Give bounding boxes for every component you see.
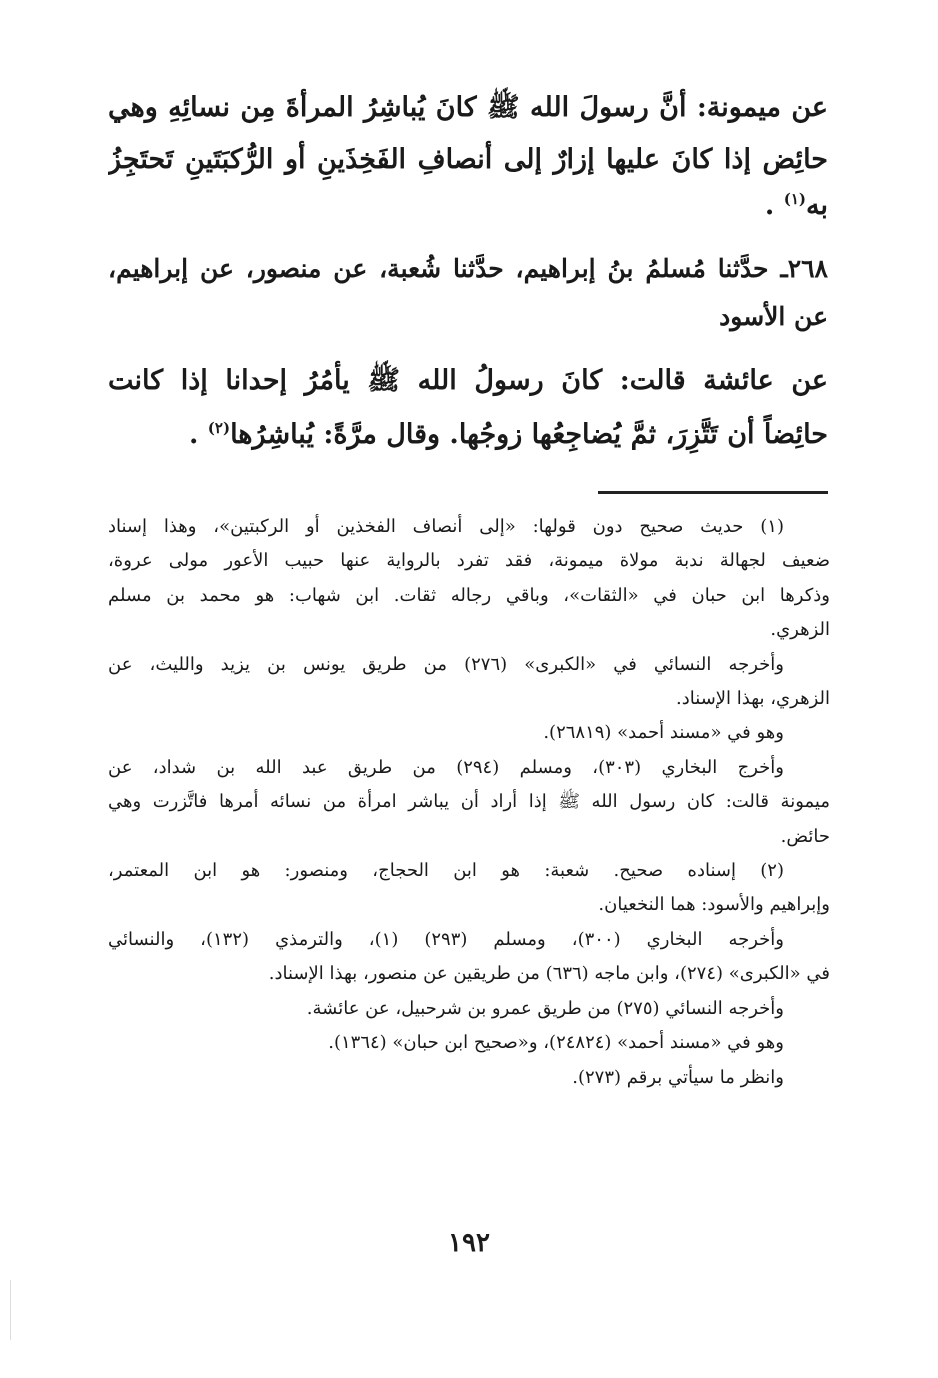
- full-stop: .: [764, 190, 775, 221]
- footnote-line: وهو في «مسند أحمد» (٢٤٨٢٤)، و«صحيح ابن حبان» (١٣٦٤).: [328, 1032, 784, 1054]
- footnote-line: وأخرجه البخاري (٣٠٠)، ومسلم (٢٩٣) (١)، والترمذي (١٣٢)، والنسائي: [108, 928, 784, 950]
- hadith-268-matn: [108, 354, 828, 462]
- main-text-line: ٢٦٨ـ حدَّثنا مُسلمُ بنُ إبراهيم، حدَّثنا شُعبة، عن منصور، عن إبراهيم،: [108, 254, 828, 283]
- footnote-line: الزهري.: [770, 619, 830, 641]
- footnote-ref-2[interactable]: (٢): [207, 419, 231, 437]
- scan-margin-mark: [10, 1280, 11, 1340]
- footnote-line: الزهري، بهذا الإسناد.: [676, 688, 830, 710]
- main-text-line: عن الأسود: [719, 302, 828, 331]
- footnote-line: ميمونة قالت: كان رسول الله ﷺ إذا أراد أن يباشر امرأة من نسائه أمرها فاتَّزرت وهي: [108, 791, 830, 813]
- footnote-line: وذكرها ابن حبان في «الثقات»، وباقي رجاله ثقات. ابن شهاب: هو محمد بن مسلم: [108, 584, 830, 606]
- footnote-line: ضعيف لجهالة ندبة مولاة ميمونة، فقد تفرد بالرواية عنها حبيب الأعور مولى عروة،: [108, 550, 830, 572]
- main-text-line: [108, 408, 828, 462]
- footnote-line: وأخرج البخاري (٣٠٣)، ومسلم (٢٩٤) من طريق عبد الله بن شداد، عن: [108, 756, 784, 778]
- footnote-separator: [598, 491, 828, 494]
- main-text: [108, 82, 828, 476]
- footnote-line: وانظر ما سيأتي برقم (٢٧٣).: [572, 1066, 784, 1088]
- main-text-line: عن ميمونة: أنَّ رسولَ الله ﷺ كانَ يُباشِرُ المرأةَ مِن نسائِهِ وهي: [108, 92, 828, 123]
- footnote-line: (١) حديث صحيح دون قولها: «إلى أنصاف الفخذين أو الركبتين»، وهذا إسناد: [108, 516, 784, 537]
- footnote-line: وإبراهيم والأسود: هما النخعيان.: [598, 894, 830, 916]
- footnote-line: وهو في «مسند أحمد» (٢٦٨١٩).: [543, 722, 784, 744]
- footnote-line: وأخرجه النسائي (٢٧٥) من طريق عمرو بن شرحبيل، عن عائشة.: [306, 997, 784, 1019]
- hadith-268-isnad: [108, 244, 828, 340]
- footnotes: [108, 510, 830, 1095]
- main-text-words: حائِضاً أن تَتَّزِرَ، ثمَّ يُضاجِعُها زوجُها. وقال مرَّةً: يُباشِرُها: [230, 419, 828, 450]
- footnote-ref-1[interactable]: (١): [783, 190, 806, 208]
- footnote-line: في «الكبرى» (٢٧٤)، وابن ماجه (٦٣٦) من طريقين عن منصور، بهذا الإسناد.: [268, 963, 830, 985]
- main-text-line: عن عائشة قالت: كانَ رسولُ الله ﷺ يأمُرُ إحدانا إذا كانت: [108, 365, 828, 396]
- main-text-line: حائِض إذا كانَ عليها إزارٌ إلى أنصافِ الفَخِذَينِ أو الرُّكبَتَينِ تَحتَجِزُ: [108, 144, 828, 175]
- full-stop: .: [188, 419, 199, 450]
- main-text-word: به: [806, 190, 828, 221]
- footnote-line: حائض.: [780, 825, 830, 847]
- main-text-line: [108, 186, 828, 226]
- footnote-line: وأخرجه النسائي في «الكبرى» (٢٧٦) من طريق يونس بن يزيد والليث، عن: [108, 653, 784, 675]
- footnote-line: (٢) إسناده صحيح. شعبة: هو ابن الحجاج، ومنصور: هو ابن المعتمر،: [108, 860, 784, 882]
- hadith-267-matn: [108, 82, 828, 226]
- page-number: ١٩٢: [448, 1228, 490, 1258]
